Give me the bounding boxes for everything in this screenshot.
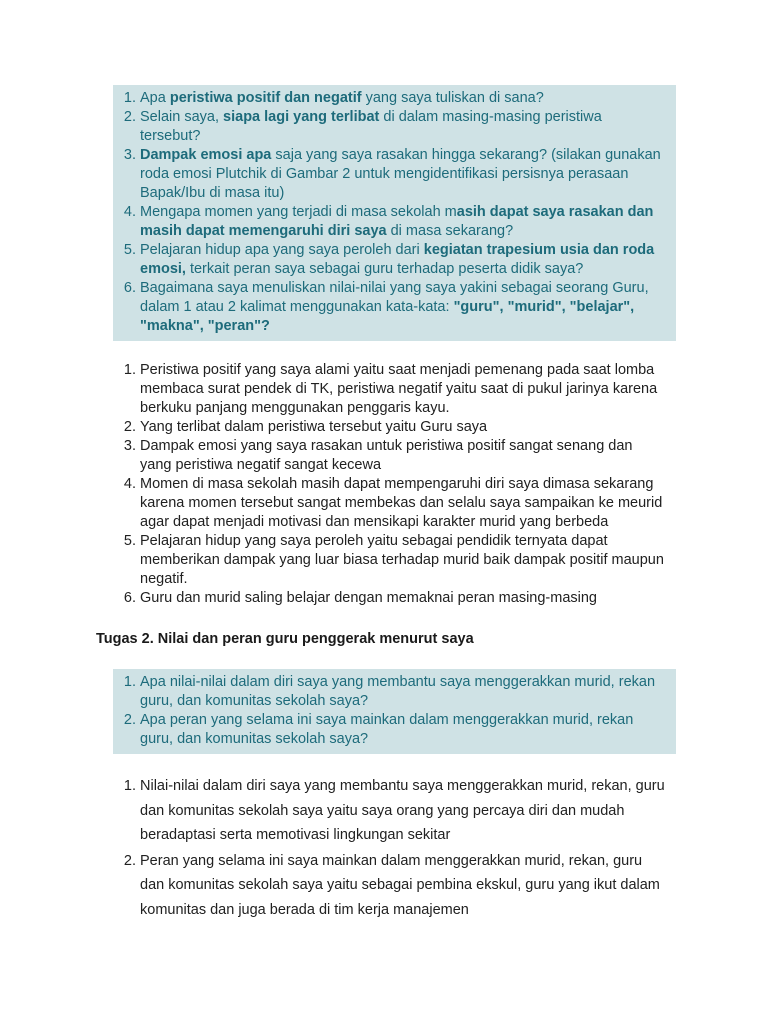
text-segment: Apa peran yang selama ini saya mainkan dalam menggerakkan murid, rekan guru, dan komunitas sekolah saya? bbox=[140, 712, 634, 747]
text-segment: saja yang saya rasakan hingga sekarang? (silakan gunakan roda emosi Plutchik di Gambar 2 untuk mengidentifikasi persisnya perasaan Bapak/Ibu di masa itu) bbox=[140, 147, 661, 201]
bold-text-segment: Dampak emosi apa bbox=[140, 147, 272, 163]
bold-text-segment: peristiwa positif dan negatif bbox=[169, 90, 362, 106]
task2-answers-block-list bbox=[113, 774, 676, 922]
list-item bbox=[140, 203, 666, 241]
text-segment: Nilai-nilai dalam diri saya yang membantu saya menggerakkan murid, rekan, guru dan komunitas sekolah saya yaitu saya orang yang percaya diri dan mudah beradaptasi serta memotivasi lingkungan sekitar bbox=[140, 778, 665, 843]
list-item bbox=[140, 673, 666, 711]
list-item bbox=[140, 418, 666, 437]
bold-text-segment: asih dapat saya rasakan dan masih dapat memengaruhi diri saya bbox=[140, 204, 654, 239]
text-segment: Peristiwa positif yang saya alami yaitu saat menjadi pemenang pada saat lomba membaca surat pendek di TK, peristiwa negatif yaitu saat di pukul jarinya karena berkuku panjang menggunakan penggaris kayu. bbox=[140, 362, 658, 416]
text-segment: Bagaimana saya menuliskan nilai-nilai yang saya yakini sebagai seorang Guru, dalam 1 atau 2 kalimat menggunakan kata-kata: bbox=[140, 280, 649, 315]
task1-questions-block-list bbox=[113, 89, 676, 336]
text-segment: Dampak emosi yang saya rasakan untuk peristiwa positif sangat senang dan yang peristiwa negatif sangat kecewa bbox=[140, 438, 633, 473]
list-item bbox=[140, 475, 666, 532]
task1-answers-block bbox=[113, 361, 676, 608]
list-item bbox=[140, 108, 666, 146]
list-item bbox=[140, 279, 666, 336]
list-item bbox=[140, 774, 666, 848]
task2-questions-block bbox=[113, 669, 676, 754]
text-segment: Apa bbox=[140, 90, 170, 106]
task2-answers-block bbox=[113, 774, 676, 922]
list-item bbox=[140, 532, 666, 589]
task1-answers-block-list bbox=[113, 361, 676, 608]
text-segment: Guru dan murid saling belajar dengan memaknai peran masing-masing bbox=[140, 590, 597, 606]
task2-questions-block-list bbox=[113, 673, 676, 749]
text-segment: Peran yang selama ini saya mainkan dalam menggerakkan murid, rekan, guru dan komunitas sekolah saya yaitu sebagai pembina ekskul, guru yang ikut dalam komunitas dan juga berada di tim kerja manajemen bbox=[140, 852, 660, 918]
text-segment: Pelajaran hidup yang saya peroleh yaitu sebagai pendidik ternyata dapat memberikan dampak yang luar biasa terhadap murid baik dampak positif maupun negatif. bbox=[140, 533, 664, 587]
task2-heading: Tugas 2. Nilai dan peran guru penggerak menurut saya bbox=[96, 631, 474, 647]
text-segment: Momen di masa sekolah masih dapat mempengaruhi diri saya dimasa sekarang karena momen tersebut sangat membekas dan selalu saya sampaikan ke meurid agar dapat menjadi motivasi dan mensikapi karakter murid yang berbeda bbox=[140, 476, 663, 530]
text-segment: di dalam masing-masing peristiwa tersebut? bbox=[140, 109, 602, 144]
task1-questions-block bbox=[113, 85, 676, 341]
text-segment: Yang terlibat dalam peristiwa tersebut yaitu Guru saya bbox=[140, 419, 488, 435]
bold-text-segment: "guru", "murid", "belajar", "makna", "peran"? bbox=[140, 299, 635, 334]
text-segment: Apa nilai-nilai dalam diri saya yang membantu saya menggerakkan murid, rekan guru, dan komunitas sekolah saya? bbox=[140, 674, 656, 709]
list-item bbox=[140, 437, 666, 475]
list-item bbox=[140, 146, 666, 203]
text-segment: Pelajaran hidup apa yang saya peroleh dari bbox=[140, 242, 424, 258]
list-item bbox=[140, 361, 666, 418]
text-segment: Selain saya, bbox=[140, 109, 224, 125]
list-item bbox=[140, 89, 666, 108]
text-segment: terkait peran saya sebagai guru terhadap peserta didik saya? bbox=[185, 261, 584, 277]
list-item bbox=[140, 849, 666, 923]
bold-text-segment: kegiatan trapesium usia dan roda emosi, bbox=[140, 242, 655, 277]
text-segment: Mengapa momen yang terjadi di masa sekolah m bbox=[140, 204, 457, 220]
text-segment: di masa sekarang? bbox=[386, 223, 514, 239]
text-segment: yang saya tuliskan di sana? bbox=[361, 90, 544, 106]
list-item bbox=[140, 711, 666, 749]
list-item bbox=[140, 241, 666, 279]
bold-text-segment: siapa lagi yang terlibat bbox=[223, 109, 380, 125]
list-item bbox=[140, 589, 666, 608]
